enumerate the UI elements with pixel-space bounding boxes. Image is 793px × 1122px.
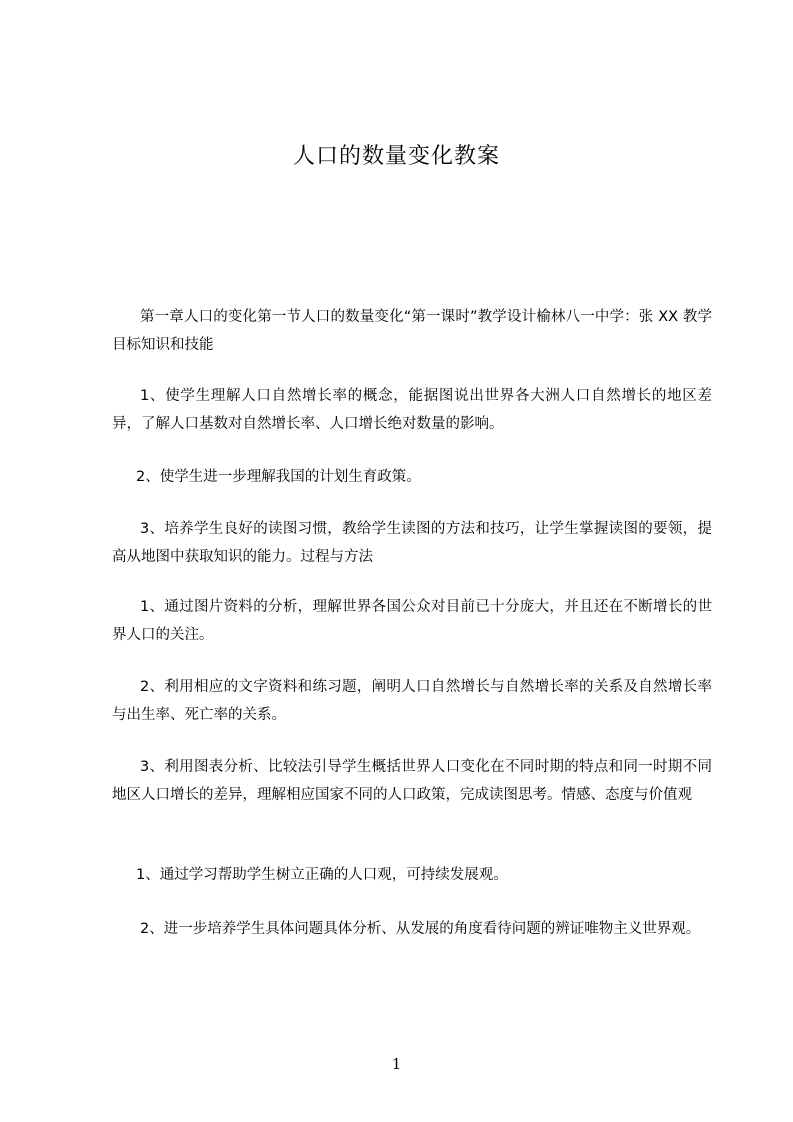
paragraph-skill-2: 2、使学生进一步理解我国的计划生育政策。 bbox=[136, 468, 421, 485]
paragraph-process-3: 3、利用图表分析、比较法引导学生概括世界人口变化在不同时期的特点和同一时期不同地区人口增长的差异，理解相应国家不同的人口政策，完成读图思考。情感、态度与价值观 bbox=[112, 758, 712, 803]
paragraph-skill-1: 1、使学生理解人口自然增长率的概念，能据图说出世界各大洲人口自然增长的地区差异，了解人口基数对自然增长率、人口增长绝对数量的影响。 bbox=[112, 387, 712, 432]
page-number: 1 bbox=[391, 1055, 402, 1073]
paragraph-skill-3: 3、培养学生良好的读图习惯，教给学生读图的方法和技巧，让学生掌握读图的要领，提高从地图中获取知识的能力。过程与方法 bbox=[112, 520, 712, 565]
paragraph-values-2: 2、进一步培养学生具体问题具体分析、从发展的角度看待问题的辨证唯物主义世界观。 bbox=[140, 920, 701, 937]
paragraph-intro: 第一章人口的变化第一节人口的数量变化“第一课时”教学设计榆林八一中学：张 XX 教学目标知识和技能 bbox=[112, 308, 712, 353]
paragraph-values-1: 1、通过学习帮助学生树立正确的人口观，可持续发展观。 bbox=[136, 866, 508, 883]
document-title: 人口的数量变化教案 bbox=[292, 144, 500, 169]
paragraph-process-1: 1、通过图片资料的分析，理解世界各国公众对目前已十分庞大，并且还在不断增长的世界人口的关注。 bbox=[112, 598, 712, 643]
paragraph-process-2: 2、利用相应的文字资料和练习题，阐明人口自然增长与自然增长率的关系及自然增长率与出生率、死亡率的关系。 bbox=[112, 678, 712, 723]
